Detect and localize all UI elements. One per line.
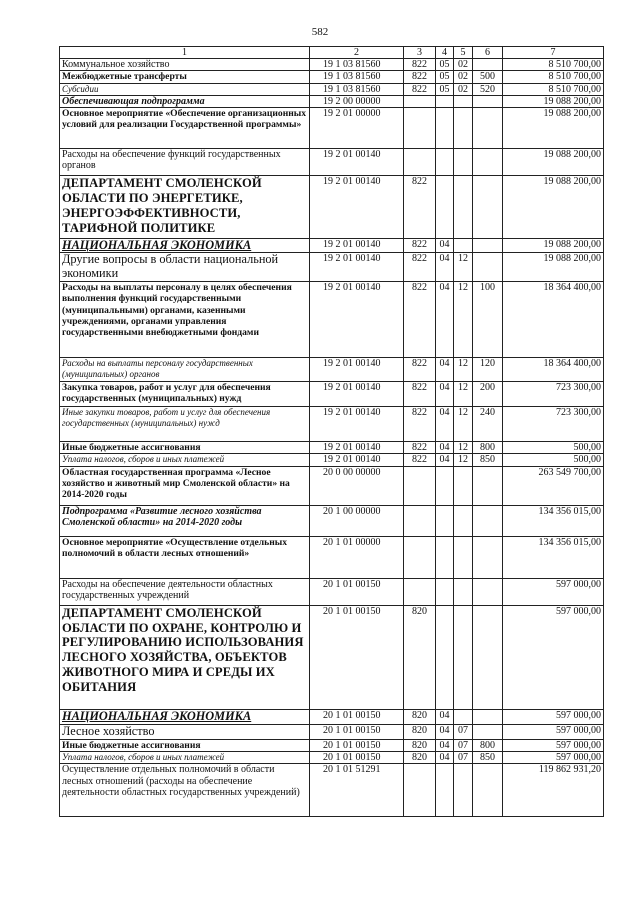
table-row [60,108,604,149]
department-code-cell: 822 [404,71,436,83]
target-code-cell: 19 2 01 00000 [310,108,404,149]
department-code-cell [404,149,436,176]
table-row [60,59,604,71]
section-code-cell: 05 [436,83,454,95]
subsection-code-cell: 12 [454,253,473,282]
row-name-cell: Расходы на выплаты персоналу в целях обеспечения выполнения функций государственными (муниципальными) органами, казенными учреждениями, органами управления государственными внебюджетными фондами [60,282,310,358]
department-code-cell: 822 [404,407,436,442]
department-code-cell: 820 [404,724,436,739]
subsection-code-cell: 02 [454,59,473,71]
target-code-cell: 20 1 01 00000 [310,536,404,578]
table-row [60,466,604,505]
amount-cell: 19 088 200,00 [503,108,604,149]
section-code-cell [436,95,454,107]
target-code-cell: 20 1 00 00000 [310,505,404,536]
target-code-cell: 19 2 01 00140 [310,442,404,454]
section-code-cell: 04 [436,709,454,724]
department-code-cell: 822 [404,358,436,382]
subsection-code-cell [454,709,473,724]
table-row [60,176,604,239]
target-code-cell: 19 2 01 00140 [310,239,404,253]
section-code-cell [436,578,454,605]
row-name-cell: Подпрограмма «Развитие лесного хозяйства Смоленской области» на 2014-2020 годы [60,505,310,536]
expense-type-cell [473,253,503,282]
department-code-cell: 822 [404,442,436,454]
table-row [60,709,604,724]
department-code-cell: 822 [404,176,436,239]
row-name-cell: Основное мероприятие «Обеспечение организационных условий для реализации Государственной программы» [60,108,310,149]
department-code-cell: 822 [404,282,436,358]
target-code-cell: 20 1 01 00150 [310,739,404,751]
section-code-cell: 04 [436,752,454,764]
expense-type-cell [473,95,503,107]
table-row [60,536,604,578]
section-code-cell: 04 [436,724,454,739]
expense-type-cell [473,578,503,605]
row-name-cell: Уплата налогов, сборов и иных платежей [60,752,310,764]
row-name-cell: Закупка товаров, работ и услуг для обеспечения государственных (муниципальных) нужд [60,382,310,407]
department-code-cell [404,578,436,605]
subsection-code-cell: 02 [454,83,473,95]
section-code-cell [436,108,454,149]
department-code-cell: 820 [404,605,436,709]
amount-cell: 19 088 200,00 [503,239,604,253]
header-cell: 3 [404,47,436,59]
section-code-cell: 04 [436,454,454,466]
expense-type-cell [473,724,503,739]
row-name-cell: Обеспечивающая подпрограмма [60,95,310,107]
table-row [60,752,604,764]
row-name-cell: ДЕПАРТАМЕНТ СМОЛЕНСКОЙ ОБЛАСТИ ПО ОХРАНЕ, КОНТРОЛЮ И РЕГУЛИРОВАНИЮ ИСПОЛЬЗОВАНИЯ ЛЕСНОГО ХОЗЯЙСТВА, ОБЪЕКТОВ ЖИВОТНОГО МИРА И СРЕДЫ ИХ ОБИТАНИЯ [60,605,310,709]
department-code-cell: 822 [404,239,436,253]
amount-cell: 723 300,00 [503,382,604,407]
row-name-cell: Расходы на обеспечение функций государственных органов [60,149,310,176]
amount-cell: 597 000,00 [503,752,604,764]
row-name-cell: Уплата налогов, сборов и иных платежей [60,454,310,466]
section-code-cell [436,605,454,709]
section-code-cell [436,764,454,817]
expense-type-cell [473,149,503,176]
row-name-cell: Расходы на выплаты персоналу государственных (муниципальных) органов [60,358,310,382]
department-code-cell [404,466,436,505]
table-row [60,739,604,751]
section-code-cell: 04 [436,407,454,442]
amount-cell: 597 000,00 [503,724,604,739]
amount-cell: 134 356 015,00 [503,536,604,578]
subsection-code-cell: 07 [454,739,473,751]
section-code-cell: 05 [436,59,454,71]
amount-cell: 500,00 [503,454,604,466]
subsection-code-cell [454,239,473,253]
expense-type-cell: 500 [473,71,503,83]
department-code-cell: 820 [404,739,436,751]
table-row [60,95,604,107]
amount-cell: 19 088 200,00 [503,176,604,239]
section-code-cell [436,466,454,505]
expense-type-cell [473,239,503,253]
department-code-cell: 820 [404,709,436,724]
target-code-cell: 20 0 00 00000 [310,466,404,505]
department-code-cell [404,536,436,578]
table-row [60,71,604,83]
department-code-cell [404,95,436,107]
subsection-code-cell [454,108,473,149]
table-row [60,578,604,605]
row-name-cell: НАЦИОНАЛЬНАЯ ЭКОНОМИКА [60,709,310,724]
amount-cell: 19 088 200,00 [503,149,604,176]
expense-type-cell [473,176,503,239]
table-row [60,407,604,442]
amount-cell: 19 088 200,00 [503,95,604,107]
expense-type-cell: 800 [473,442,503,454]
expense-type-cell [473,108,503,149]
subsection-code-cell [454,764,473,817]
subsection-code-cell: 12 [454,442,473,454]
header-cell: 2 [310,47,404,59]
expense-type-cell: 100 [473,282,503,358]
expense-type-cell [473,505,503,536]
section-code-cell: 04 [436,282,454,358]
amount-cell: 8 510 700,00 [503,71,604,83]
section-code-cell: 04 [436,442,454,454]
row-name-cell: Другие вопросы в области национальной экономики [60,253,310,282]
subsection-code-cell: 12 [454,454,473,466]
table-row [60,239,604,253]
expense-type-cell: 850 [473,752,503,764]
table-row [60,358,604,382]
department-code-cell [404,108,436,149]
target-code-cell: 19 2 01 00140 [310,358,404,382]
header-cell: 4 [436,47,454,59]
subsection-code-cell [454,578,473,605]
subsection-code-cell [454,505,473,536]
section-code-cell [436,149,454,176]
target-code-cell: 19 2 01 00140 [310,149,404,176]
table-row [60,253,604,282]
header-cell: 6 [473,47,503,59]
target-code-cell: 19 2 01 00140 [310,407,404,442]
target-code-cell: 20 1 01 00150 [310,752,404,764]
expense-type-cell [473,709,503,724]
row-name-cell: Коммунальное хозяйство [60,59,310,71]
table-row [60,764,604,817]
target-code-cell: 19 2 01 00140 [310,282,404,358]
department-code-cell: 822 [404,83,436,95]
expense-type-cell [473,59,503,71]
department-code-cell: 822 [404,454,436,466]
department-code-cell [404,505,436,536]
department-code-cell: 822 [404,253,436,282]
table-row [60,605,604,709]
target-code-cell: 19 1 03 81560 [310,71,404,83]
row-name-cell: НАЦИОНАЛЬНАЯ ЭКОНОМИКА [60,239,310,253]
section-code-cell [436,505,454,536]
subsection-code-cell: 12 [454,282,473,358]
amount-cell: 597 000,00 [503,578,604,605]
target-code-cell: 19 2 00 00000 [310,95,404,107]
subsection-code-cell: 12 [454,382,473,407]
amount-cell: 18 364 400,00 [503,282,604,358]
subsection-code-cell: 07 [454,752,473,764]
budget-table [59,46,604,817]
target-code-cell: 20 1 01 00150 [310,724,404,739]
expense-type-cell [473,536,503,578]
subsection-code-cell: 12 [454,407,473,442]
expense-type-cell [473,764,503,817]
subsection-code-cell [454,605,473,709]
subsection-code-cell: 02 [454,71,473,83]
amount-cell: 263 549 700,00 [503,466,604,505]
subsection-code-cell: 07 [454,724,473,739]
department-code-cell: 822 [404,382,436,407]
department-code-cell [404,764,436,817]
row-name-cell: ДЕПАРТАМЕНТ СМОЛЕНСКОЙ ОБЛАСТИ ПО ЭНЕРГЕТИКЕ, ЭНЕРГОЭФФЕКТИВНОСТИ, ТАРИФНОЙ ПОЛИТИКЕ [60,176,310,239]
target-code-cell: 19 2 01 00140 [310,454,404,466]
amount-cell: 597 000,00 [503,709,604,724]
section-code-cell: 04 [436,382,454,407]
target-code-cell: 20 1 01 00150 [310,605,404,709]
target-code-cell: 19 1 03 81560 [310,83,404,95]
target-code-cell: 19 2 01 00140 [310,176,404,239]
expense-type-cell: 120 [473,358,503,382]
row-name-cell: Субсидии [60,83,310,95]
target-code-cell: 19 2 01 00140 [310,382,404,407]
row-name-cell: Осуществление отдельных полномочий в области лесных отношений (расходы на обеспечение деятельности областных государственных учреждений) [60,764,310,817]
expense-type-cell: 520 [473,83,503,95]
section-code-cell: 04 [436,739,454,751]
table-row [60,505,604,536]
table-row [60,382,604,407]
amount-cell: 119 862 931,20 [503,764,604,817]
table-header-row [60,47,604,59]
section-code-cell: 04 [436,358,454,382]
table-row [60,454,604,466]
expense-type-cell [473,605,503,709]
header-cell: 7 [503,47,604,59]
amount-cell: 723 300,00 [503,407,604,442]
row-name-cell: Иные бюджетные ассигнования [60,739,310,751]
expense-type-cell: 200 [473,382,503,407]
row-name-cell: Межбюджетные трансферты [60,71,310,83]
page-number: 582 [311,26,329,38]
expense-type-cell: 240 [473,407,503,442]
row-name-cell: Областная государственная программа «Лесное хозяйство и животный мир Смоленской области» на 2014-2020 годы [60,466,310,505]
section-code-cell: 04 [436,239,454,253]
subsection-code-cell [454,149,473,176]
target-code-cell: 20 1 01 51291 [310,764,404,817]
amount-cell: 8 510 700,00 [503,83,604,95]
amount-cell: 19 088 200,00 [503,253,604,282]
table-row [60,83,604,95]
target-code-cell: 20 1 01 00150 [310,578,404,605]
row-name-cell: Расходы на обеспечение деятельности областных государственных учреждений [60,578,310,605]
row-name-cell: Лесное хозяйство [60,724,310,739]
target-code-cell: 20 1 01 00150 [310,709,404,724]
amount-cell: 8 510 700,00 [503,59,604,71]
table-row [60,724,604,739]
expense-type-cell: 850 [473,454,503,466]
row-name-cell: Основное мероприятие «Осуществление отдельных полномочий в области лесных отношений» [60,536,310,578]
department-code-cell: 820 [404,752,436,764]
subsection-code-cell [454,95,473,107]
department-code-cell: 822 [404,59,436,71]
subsection-code-cell [454,466,473,505]
amount-cell: 597 000,00 [503,605,604,709]
amount-cell: 500,00 [503,442,604,454]
target-code-cell: 19 2 01 00140 [310,253,404,282]
subsection-code-cell [454,536,473,578]
row-name-cell: Иные бюджетные ассигнования [60,442,310,454]
subsection-code-cell [454,176,473,239]
subsection-code-cell: 12 [454,358,473,382]
row-name-cell: Иные закупки товаров, работ и услуг для обеспечения государственных (муниципальных) нужд [60,407,310,442]
header-cell: 1 [60,47,310,59]
amount-cell: 134 356 015,00 [503,505,604,536]
section-code-cell [436,536,454,578]
header-cell: 5 [454,47,473,59]
table-row [60,149,604,176]
table-row [60,442,604,454]
section-code-cell: 05 [436,71,454,83]
amount-cell: 597 000,00 [503,739,604,751]
expense-type-cell: 800 [473,739,503,751]
section-code-cell: 04 [436,253,454,282]
table-row [60,282,604,358]
section-code-cell [436,176,454,239]
amount-cell: 18 364 400,00 [503,358,604,382]
target-code-cell: 19 1 03 81560 [310,59,404,71]
expense-type-cell [473,466,503,505]
